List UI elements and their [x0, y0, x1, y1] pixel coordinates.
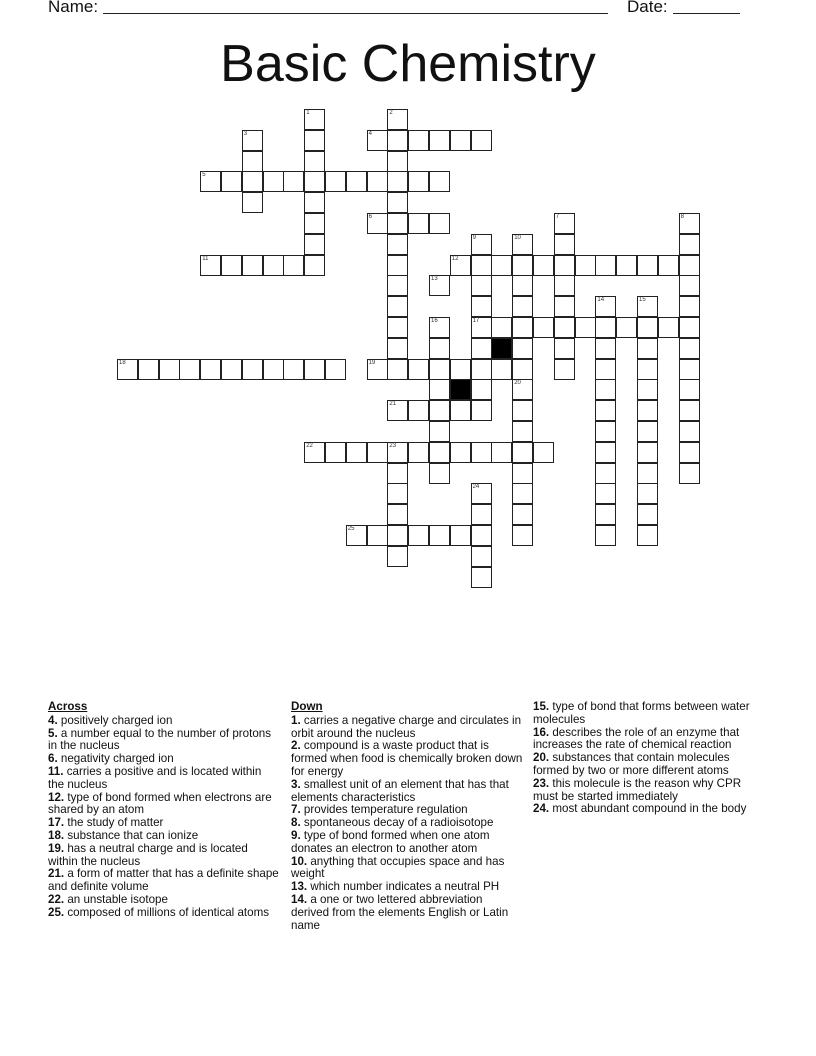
grid-cell[interactable] [512, 504, 533, 525]
grid-cell[interactable] [658, 255, 679, 276]
grid-cell[interactable] [512, 275, 533, 296]
grid-cell[interactable] [491, 255, 512, 276]
grid-cell[interactable] [387, 296, 408, 317]
grid-cell[interactable] [637, 421, 658, 442]
grid-cell[interactable] [263, 255, 284, 276]
name-label: Name: [48, 0, 99, 16]
clue-item-number: 19. [48, 841, 65, 855]
page-title: Basic Chemistry [220, 35, 596, 93]
clue-item-text: smallest unit of an element that has that elements characteristics [291, 777, 509, 804]
grid-cell[interactable] [283, 171, 304, 192]
grid-cell[interactable] [471, 504, 492, 525]
grid-cell[interactable] [595, 525, 616, 546]
grid-cell[interactable] [471, 483, 492, 504]
grid-cell[interactable] [471, 546, 492, 567]
grid-cell[interactable] [429, 130, 450, 151]
clue-item-number: 9. [291, 828, 301, 842]
grid-cell[interactable] [367, 130, 388, 151]
clue-item-text: has a neutral charge and is located within the nucleus [48, 841, 248, 868]
grid-cell[interactable] [408, 130, 429, 151]
clue-item [291, 830, 523, 856]
clue-item [291, 856, 523, 882]
grid-cell[interactable] [512, 421, 533, 442]
grid-cell[interactable] [471, 130, 492, 151]
clue-item-number: 12. [48, 790, 65, 804]
clue-item-text: anything that occupies space and has weight [291, 854, 505, 881]
grid-cell[interactable] [387, 525, 408, 546]
grid-cell[interactable] [491, 442, 512, 463]
grid-cell[interactable] [471, 234, 492, 255]
grid-cell[interactable] [595, 255, 616, 276]
grid-cell[interactable] [263, 171, 284, 192]
grid-cell[interactable] [408, 213, 429, 234]
clue-number: 16 [431, 318, 438, 324]
clue-item-number: 18. [48, 828, 65, 842]
grid-cell[interactable] [387, 463, 408, 484]
clue-item-number: 16. [533, 725, 550, 739]
grid-cell[interactable] [595, 442, 616, 463]
grid-cell[interactable] [554, 359, 575, 380]
grid-cell[interactable] [325, 171, 346, 192]
clue-item [533, 727, 765, 753]
clue-item-number: 7. [291, 803, 301, 817]
grid-cell[interactable] [242, 151, 263, 172]
grid-cell[interactable] [138, 359, 159, 380]
clue-item-text: carries a negative charge and circulates in orbit around the nucleus [291, 713, 522, 740]
grid-cell[interactable] [491, 359, 512, 380]
clue-item-text: a number equal to the number of protons in the nucleus [48, 726, 272, 753]
clue-number: 22 [306, 442, 313, 449]
grid-cell[interactable] [471, 400, 492, 421]
clue-number: 23 [389, 442, 397, 449]
grid-cell[interactable] [159, 359, 180, 380]
grid-cell[interactable] [637, 317, 658, 338]
grid-cell[interactable] [637, 296, 658, 317]
clue-item-number: 21. [48, 867, 65, 881]
grid-cell[interactable] [595, 400, 616, 421]
grid-cell[interactable] [387, 442, 408, 463]
clue-number: 3 [243, 130, 248, 137]
clue-item-text: an unstable isotope [67, 892, 168, 906]
clue-number: 6 [368, 214, 372, 220]
grid-block [450, 379, 471, 400]
grid-cell[interactable] [595, 317, 616, 338]
grid-cell[interactable] [637, 442, 658, 463]
clue-item [48, 843, 280, 869]
clue-number: 1 [306, 110, 310, 116]
clue-item-text: positively charged ion [60, 713, 173, 727]
grid-cell[interactable] [367, 442, 388, 463]
grid-cell[interactable] [595, 379, 616, 400]
clue-item-text: composed of millions of identical atoms [67, 905, 270, 919]
date-label: Date: [627, 0, 668, 16]
grid-cell[interactable] [387, 275, 408, 296]
clue-item-number: 13. [291, 880, 308, 894]
clue-item [48, 868, 280, 894]
grid-cell[interactable] [221, 359, 242, 380]
clue-number: 24 [472, 484, 480, 491]
grid-cell[interactable] [200, 359, 221, 380]
grid-cell[interactable] [304, 359, 325, 380]
grid-cell[interactable] [679, 379, 700, 400]
grid-cell[interactable] [471, 359, 492, 380]
grid-cell[interactable] [512, 483, 533, 504]
clue-item [291, 740, 523, 778]
grid-cell[interactable] [471, 296, 492, 317]
grid-cell[interactable] [595, 421, 616, 442]
clue-number: 10 [514, 234, 521, 241]
grid-cell[interactable] [429, 275, 450, 296]
clue-item-number: 11. [48, 764, 64, 778]
grid-cell[interactable] [429, 442, 450, 463]
grid-cell[interactable] [471, 255, 492, 276]
grid-cell[interactable] [533, 442, 554, 463]
grid-cell[interactable] [637, 338, 658, 359]
clue-number: 8 [680, 214, 684, 220]
clue-item [48, 907, 280, 920]
grid-cell[interactable] [471, 379, 492, 400]
grid-cell[interactable] [512, 234, 533, 255]
clue-item-number: 6. [48, 752, 58, 766]
grid-cell[interactable] [283, 255, 304, 276]
grid-cell[interactable] [533, 255, 554, 276]
clue-item [291, 715, 523, 741]
grid-cell[interactable] [679, 213, 700, 234]
grid-cell[interactable] [471, 338, 492, 359]
clue-number: 12 [451, 255, 459, 262]
grid-cell[interactable] [429, 317, 450, 338]
grid-cell[interactable] [679, 317, 700, 338]
grid-cell[interactable] [575, 255, 596, 276]
clue-item-text: substances that contain molecules formed by two or more different atoms [533, 751, 730, 777]
clue-item-text: this molecule is the reason why CPR must be started immediately [533, 776, 742, 803]
grid-cell[interactable] [304, 130, 325, 151]
grid-cell[interactable] [304, 109, 325, 130]
grid-cell[interactable] [450, 130, 471, 151]
grid-cell[interactable] [533, 317, 554, 338]
grid-cell[interactable] [221, 255, 242, 276]
grid-cell[interactable] [471, 317, 492, 338]
clue-item-number: 22. [48, 892, 65, 906]
clue-item [533, 701, 765, 727]
clue-number: 18 [119, 359, 126, 366]
grid-cell[interactable] [408, 525, 429, 546]
grid-cell[interactable] [346, 525, 367, 546]
grid-cell[interactable] [429, 171, 450, 192]
clue-number: 4 [368, 130, 372, 137]
grid-cell[interactable] [679, 442, 700, 463]
grid-cell[interactable] [575, 317, 596, 338]
clue-number: 13 [431, 276, 438, 283]
grid-cell[interactable] [554, 213, 575, 234]
grid-cell[interactable] [387, 130, 408, 151]
grid-cell[interactable] [387, 338, 408, 359]
clue-number: 21 [389, 401, 397, 408]
grid-cell[interactable] [491, 317, 512, 338]
grid-cell[interactable] [387, 171, 408, 192]
grid-cell[interactable] [263, 359, 284, 380]
grid-cell[interactable] [595, 359, 616, 380]
clue-item [291, 894, 523, 932]
grid-cell[interactable] [637, 359, 658, 380]
down-clue-list-continued [533, 701, 765, 816]
clue-item [48, 766, 280, 792]
grid-cell[interactable] [595, 463, 616, 484]
across-heading: Across [48, 700, 88, 713]
clue-item-number: 5. [48, 726, 58, 740]
grid-cell[interactable] [429, 463, 450, 484]
grid-cell[interactable] [200, 171, 221, 192]
grid-cell[interactable] [595, 338, 616, 359]
clue-item-text: a one or two lettered abbreviation derived from the elements English or Latin name [291, 892, 509, 932]
grid-cell[interactable] [387, 255, 408, 276]
grid-cell[interactable] [679, 359, 700, 380]
grid-cell[interactable] [325, 359, 346, 380]
grid-cell[interactable] [450, 442, 471, 463]
grid-cell[interactable] [387, 359, 408, 380]
grid-cell[interactable] [304, 442, 325, 463]
grid-cell[interactable] [387, 483, 408, 504]
grid-cell[interactable] [408, 171, 429, 192]
grid-cell[interactable] [554, 255, 575, 276]
grid-cell[interactable] [658, 317, 679, 338]
clue-number: 17 [472, 318, 480, 324]
clue-item-number: 4. [48, 713, 58, 727]
clue-item-number: 2. [291, 739, 301, 753]
clue-item-text: negativity charged ion [60, 752, 174, 766]
grid-cell[interactable] [325, 442, 346, 463]
grid-cell[interactable] [512, 338, 533, 359]
clue-item [533, 778, 765, 804]
grid-cell[interactable] [429, 421, 450, 442]
grid-cell[interactable] [512, 463, 533, 484]
clue-item-number: 15. [533, 700, 550, 713]
grid-cell[interactable] [346, 442, 367, 463]
grid-cell[interactable] [512, 400, 533, 421]
clue-item-text: type of bond formed when electrons are shared by an atom [48, 790, 272, 817]
grid-cell[interactable] [554, 234, 575, 255]
grid-cell[interactable] [408, 359, 429, 380]
clue-item [48, 728, 280, 754]
grid-cell[interactable] [450, 400, 471, 421]
grid-cell[interactable] [595, 504, 616, 525]
clue-number: 14 [597, 297, 605, 304]
grid-cell[interactable] [283, 359, 304, 380]
down-clues-column [291, 701, 523, 932]
grid-cell[interactable] [387, 504, 408, 525]
grid-cell[interactable] [679, 296, 700, 317]
grid-cell[interactable] [512, 359, 533, 380]
grid-cell[interactable] [637, 379, 658, 400]
grid-cell[interactable] [471, 525, 492, 546]
grid-cell[interactable] [429, 338, 450, 359]
grid-cell[interactable] [637, 255, 658, 276]
grid-cell[interactable] [387, 151, 408, 172]
grid-cell[interactable] [554, 275, 575, 296]
grid-cell[interactable] [450, 525, 471, 546]
grid-cell[interactable] [304, 171, 325, 192]
grid-cell[interactable] [679, 255, 700, 276]
grid-cell[interactable] [408, 400, 429, 421]
grid-cell[interactable] [554, 317, 575, 338]
grid-cell[interactable] [304, 151, 325, 172]
clue-number: 15 [639, 297, 646, 304]
down-clue-list [291, 715, 523, 933]
grid-cell[interactable] [387, 317, 408, 338]
clue-item [48, 792, 280, 818]
clue-item-text: provides temperature regulation [303, 803, 468, 817]
grid-cell[interactable] [429, 400, 450, 421]
clue-item-text: the study of matter [67, 816, 164, 830]
grid-cell[interactable] [304, 213, 325, 234]
grid-cell[interactable] [512, 525, 533, 546]
grid-cell[interactable] [679, 234, 700, 255]
grid-cell[interactable] [200, 255, 221, 276]
grid-cell[interactable] [117, 359, 138, 380]
clue-item-number: 14. [291, 892, 308, 906]
clue-item-number: 23. [533, 776, 550, 790]
grid-cell[interactable] [429, 213, 450, 234]
clue-item-text: describes the role of an enzyme that increases the rate of chemical reaction [533, 725, 740, 752]
clue-item-number: 25. [48, 905, 65, 919]
grid-cell[interactable] [387, 234, 408, 255]
grid-cell[interactable] [679, 421, 700, 442]
clue-item-number: 8. [291, 816, 301, 830]
clue-item-number: 1. [291, 713, 301, 727]
grid-cell[interactable] [679, 338, 700, 359]
grid-cell[interactable] [595, 296, 616, 317]
grid-cell[interactable] [554, 296, 575, 317]
clue-item-text: type of bond that forms between water molecules [533, 700, 750, 726]
grid-cell[interactable] [429, 359, 450, 380]
grid-cell[interactable] [616, 317, 637, 338]
clue-item-number: 20. [533, 751, 550, 765]
grid-block [491, 338, 512, 359]
clue-item-text: which number indicates a neutral PH [310, 880, 500, 894]
grid-cell[interactable] [679, 400, 700, 421]
clue-number: 11 [202, 255, 209, 262]
grid-cell[interactable] [221, 171, 242, 192]
clue-number: 2 [389, 110, 393, 116]
clue-number: 25 [347, 526, 355, 532]
grid-cell[interactable] [512, 317, 533, 338]
grid-cell[interactable] [679, 463, 700, 484]
down-heading: Down [291, 700, 323, 713]
grid-cell[interactable] [637, 483, 658, 504]
clue-number: 7 [555, 214, 560, 220]
clue-item-text: type of bond formed when one atom donates an electron to another atom [291, 828, 490, 855]
grid-cell[interactable] [367, 213, 388, 234]
clue-item-number: 3. [291, 777, 301, 791]
clue-item [291, 779, 523, 805]
grid-cell[interactable] [429, 379, 450, 400]
grid-cell[interactable] [471, 567, 492, 588]
clue-number: 20 [514, 380, 521, 387]
grid-cell[interactable] [616, 255, 637, 276]
grid-cell[interactable] [679, 275, 700, 296]
grid-cell[interactable] [367, 171, 388, 192]
grid-cell[interactable] [304, 234, 325, 255]
grid-cell[interactable] [637, 525, 658, 546]
grid-cell[interactable] [387, 546, 408, 567]
grid-cell[interactable] [242, 130, 263, 151]
clue-item-text: substance that can ionize [67, 828, 199, 842]
grid-cell[interactable] [367, 359, 388, 380]
grid-cell[interactable] [242, 255, 263, 276]
across-clue-list [48, 715, 280, 920]
grid-cell[interactable] [242, 192, 263, 213]
grid-cell[interactable] [242, 171, 263, 192]
clue-item-number: 10. [291, 854, 308, 868]
grid-cell[interactable] [512, 255, 533, 276]
grid-cell[interactable] [471, 275, 492, 296]
grid-cell[interactable] [304, 192, 325, 213]
grid-cell[interactable] [512, 442, 533, 463]
grid-cell[interactable] [637, 463, 658, 484]
clue-item-text: compound is a waste product that is formed when food is chemically broken down for energy [291, 739, 523, 778]
grid-cell[interactable] [367, 525, 388, 546]
grid-cell[interactable] [450, 359, 471, 380]
clue-item [533, 803, 765, 816]
clue-item-number: 17. [48, 816, 65, 830]
grid-cell[interactable] [595, 483, 616, 504]
grid-cell[interactable] [637, 400, 658, 421]
down-clues-column-continued [533, 701, 765, 816]
clue-number: 5 [202, 172, 206, 179]
clue-item-text: carries a positive and is located within the nucleus [48, 764, 262, 791]
clue-number: 9 [472, 234, 476, 241]
grid-cell[interactable] [554, 338, 575, 359]
grid-cell[interactable] [304, 255, 325, 276]
grid-cell[interactable] [450, 255, 471, 276]
clue-number: 19 [368, 359, 376, 366]
clue-item-text: a form of matter that has a definite shape and definite volume [48, 867, 279, 894]
clue-item-number: 24. [533, 802, 550, 816]
grid-cell[interactable] [179, 359, 200, 380]
grid-cell[interactable] [512, 379, 533, 400]
grid-cell[interactable] [387, 109, 408, 130]
clue-item [533, 752, 765, 778]
grid-cell[interactable] [471, 442, 492, 463]
grid-cell[interactable] [387, 213, 408, 234]
grid-cell[interactable] [637, 504, 658, 525]
grid-cell[interactable] [242, 359, 263, 380]
clue-item-text: spontaneous decay of a radioisotope [303, 816, 494, 830]
grid-cell[interactable] [387, 192, 408, 213]
grid-cell[interactable] [387, 400, 408, 421]
across-clues-column [48, 701, 280, 920]
clue-item-text: most abundant compound in the body [552, 802, 747, 816]
grid-cell[interactable] [429, 525, 450, 546]
grid-cell[interactable] [346, 171, 367, 192]
grid-cell[interactable] [512, 296, 533, 317]
grid-cell[interactable] [408, 442, 429, 463]
